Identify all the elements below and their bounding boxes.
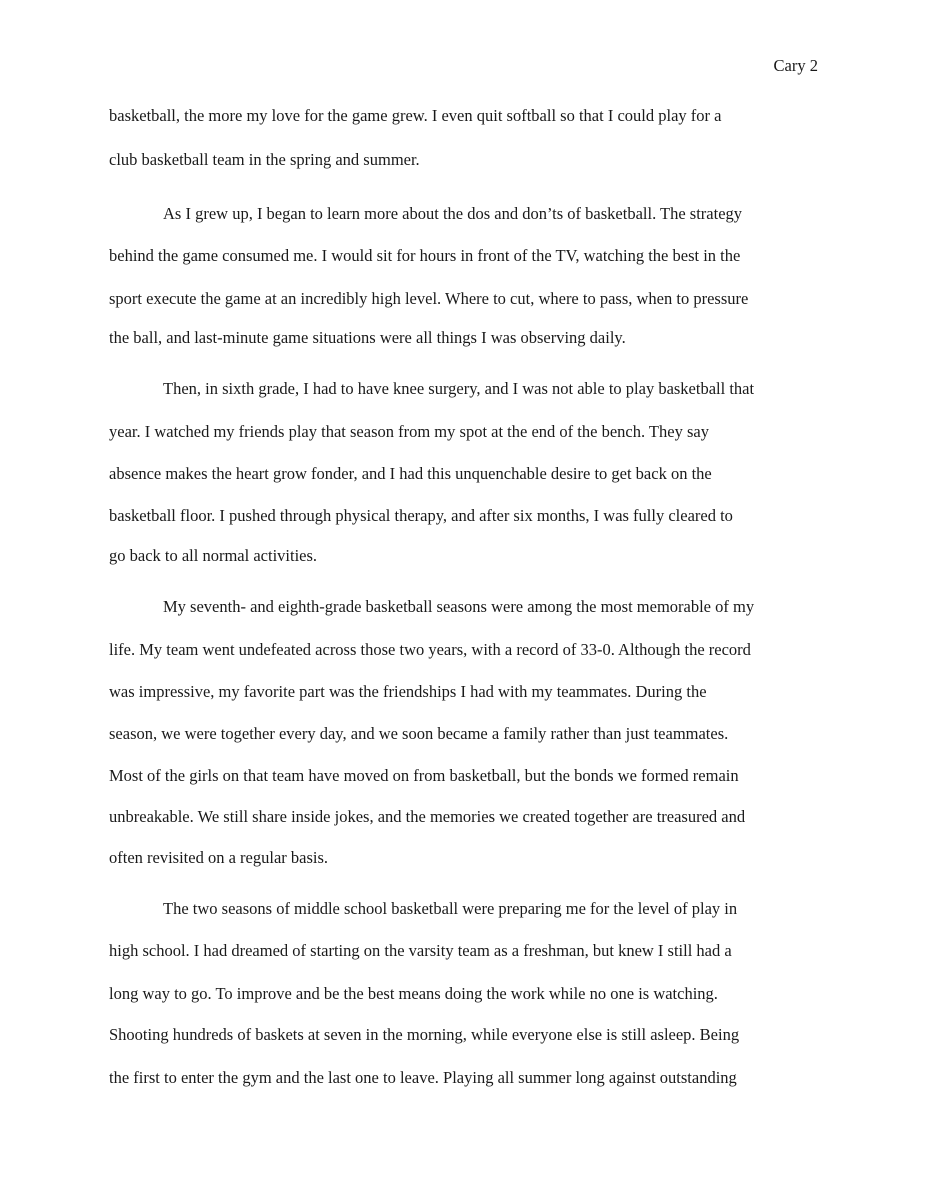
text-line: was impressive, my favorite part was the friendships I had with my teammates. During the <box>109 682 707 701</box>
text-line: life. My team went undefeated across those two years, with a record of 33-0. Although the record <box>109 640 751 659</box>
text-line: absence makes the heart grow fonder, and I had this unquenchable desire to get back on the <box>109 464 712 483</box>
paragraph-first-line: The two seasons of middle school basketball were preparing me for the level of play in <box>163 899 738 918</box>
text-line: unbreakable. We still share inside jokes, and the memories we created together are treasured and <box>109 807 746 826</box>
text-line: basketball floor. I pushed through physical therapy, and after six months, I was fully cleared to <box>109 506 733 525</box>
text-line: behind the game consumed me. I would sit for hours in front of the TV, watching the best in the <box>109 246 741 265</box>
text-line: the ball, and last-minute game situations were all things I was observing daily. <box>109 328 626 347</box>
paragraph-first-line: As I grew up, I began to learn more about the dos and don’ts of basketball. The strategy <box>163 204 743 223</box>
text-line: year. I watched my friends play that season from my spot at the end of the bench. They say <box>109 422 709 441</box>
text-line: Shooting hundreds of baskets at seven in the morning, while everyone else is still asleep. Being <box>109 1025 740 1044</box>
text-line: long way to go. To improve and be the best means doing the work while no one is watching. <box>109 984 718 1003</box>
text-line: basketball, the more my love for the game grew. I even quit softball so that I could play for a <box>109 106 722 125</box>
text-line: go back to all normal activities. <box>109 546 318 565</box>
text-line: high school. I had dreamed of starting on the varsity team as a freshman, but knew I still had a <box>109 941 732 960</box>
text-line: season, we were together every day, and we soon became a family rather than just teammates. <box>109 724 729 743</box>
text-line: the first to enter the gym and the last one to leave. Playing all summer long against outstanding <box>109 1068 737 1087</box>
paragraph-first-line: Then, in sixth grade, I had to have knee surgery, and I was not able to play basketball that <box>163 379 755 398</box>
running-head: Cary 2 <box>773 56 818 75</box>
text-line: sport execute the game at an incredibly high level. Where to cut, where to pass, when to pressure <box>109 289 749 308</box>
text-line: club basketball team in the spring and summer. <box>109 150 420 169</box>
text-line: often revisited on a regular basis. <box>109 848 329 867</box>
text-line: Most of the girls on that team have moved on from basketball, but the bonds we formed remain <box>109 766 739 785</box>
paragraph-first-line: My seventh- and eighth-grade basketball seasons were among the most memorable of my <box>163 597 755 616</box>
